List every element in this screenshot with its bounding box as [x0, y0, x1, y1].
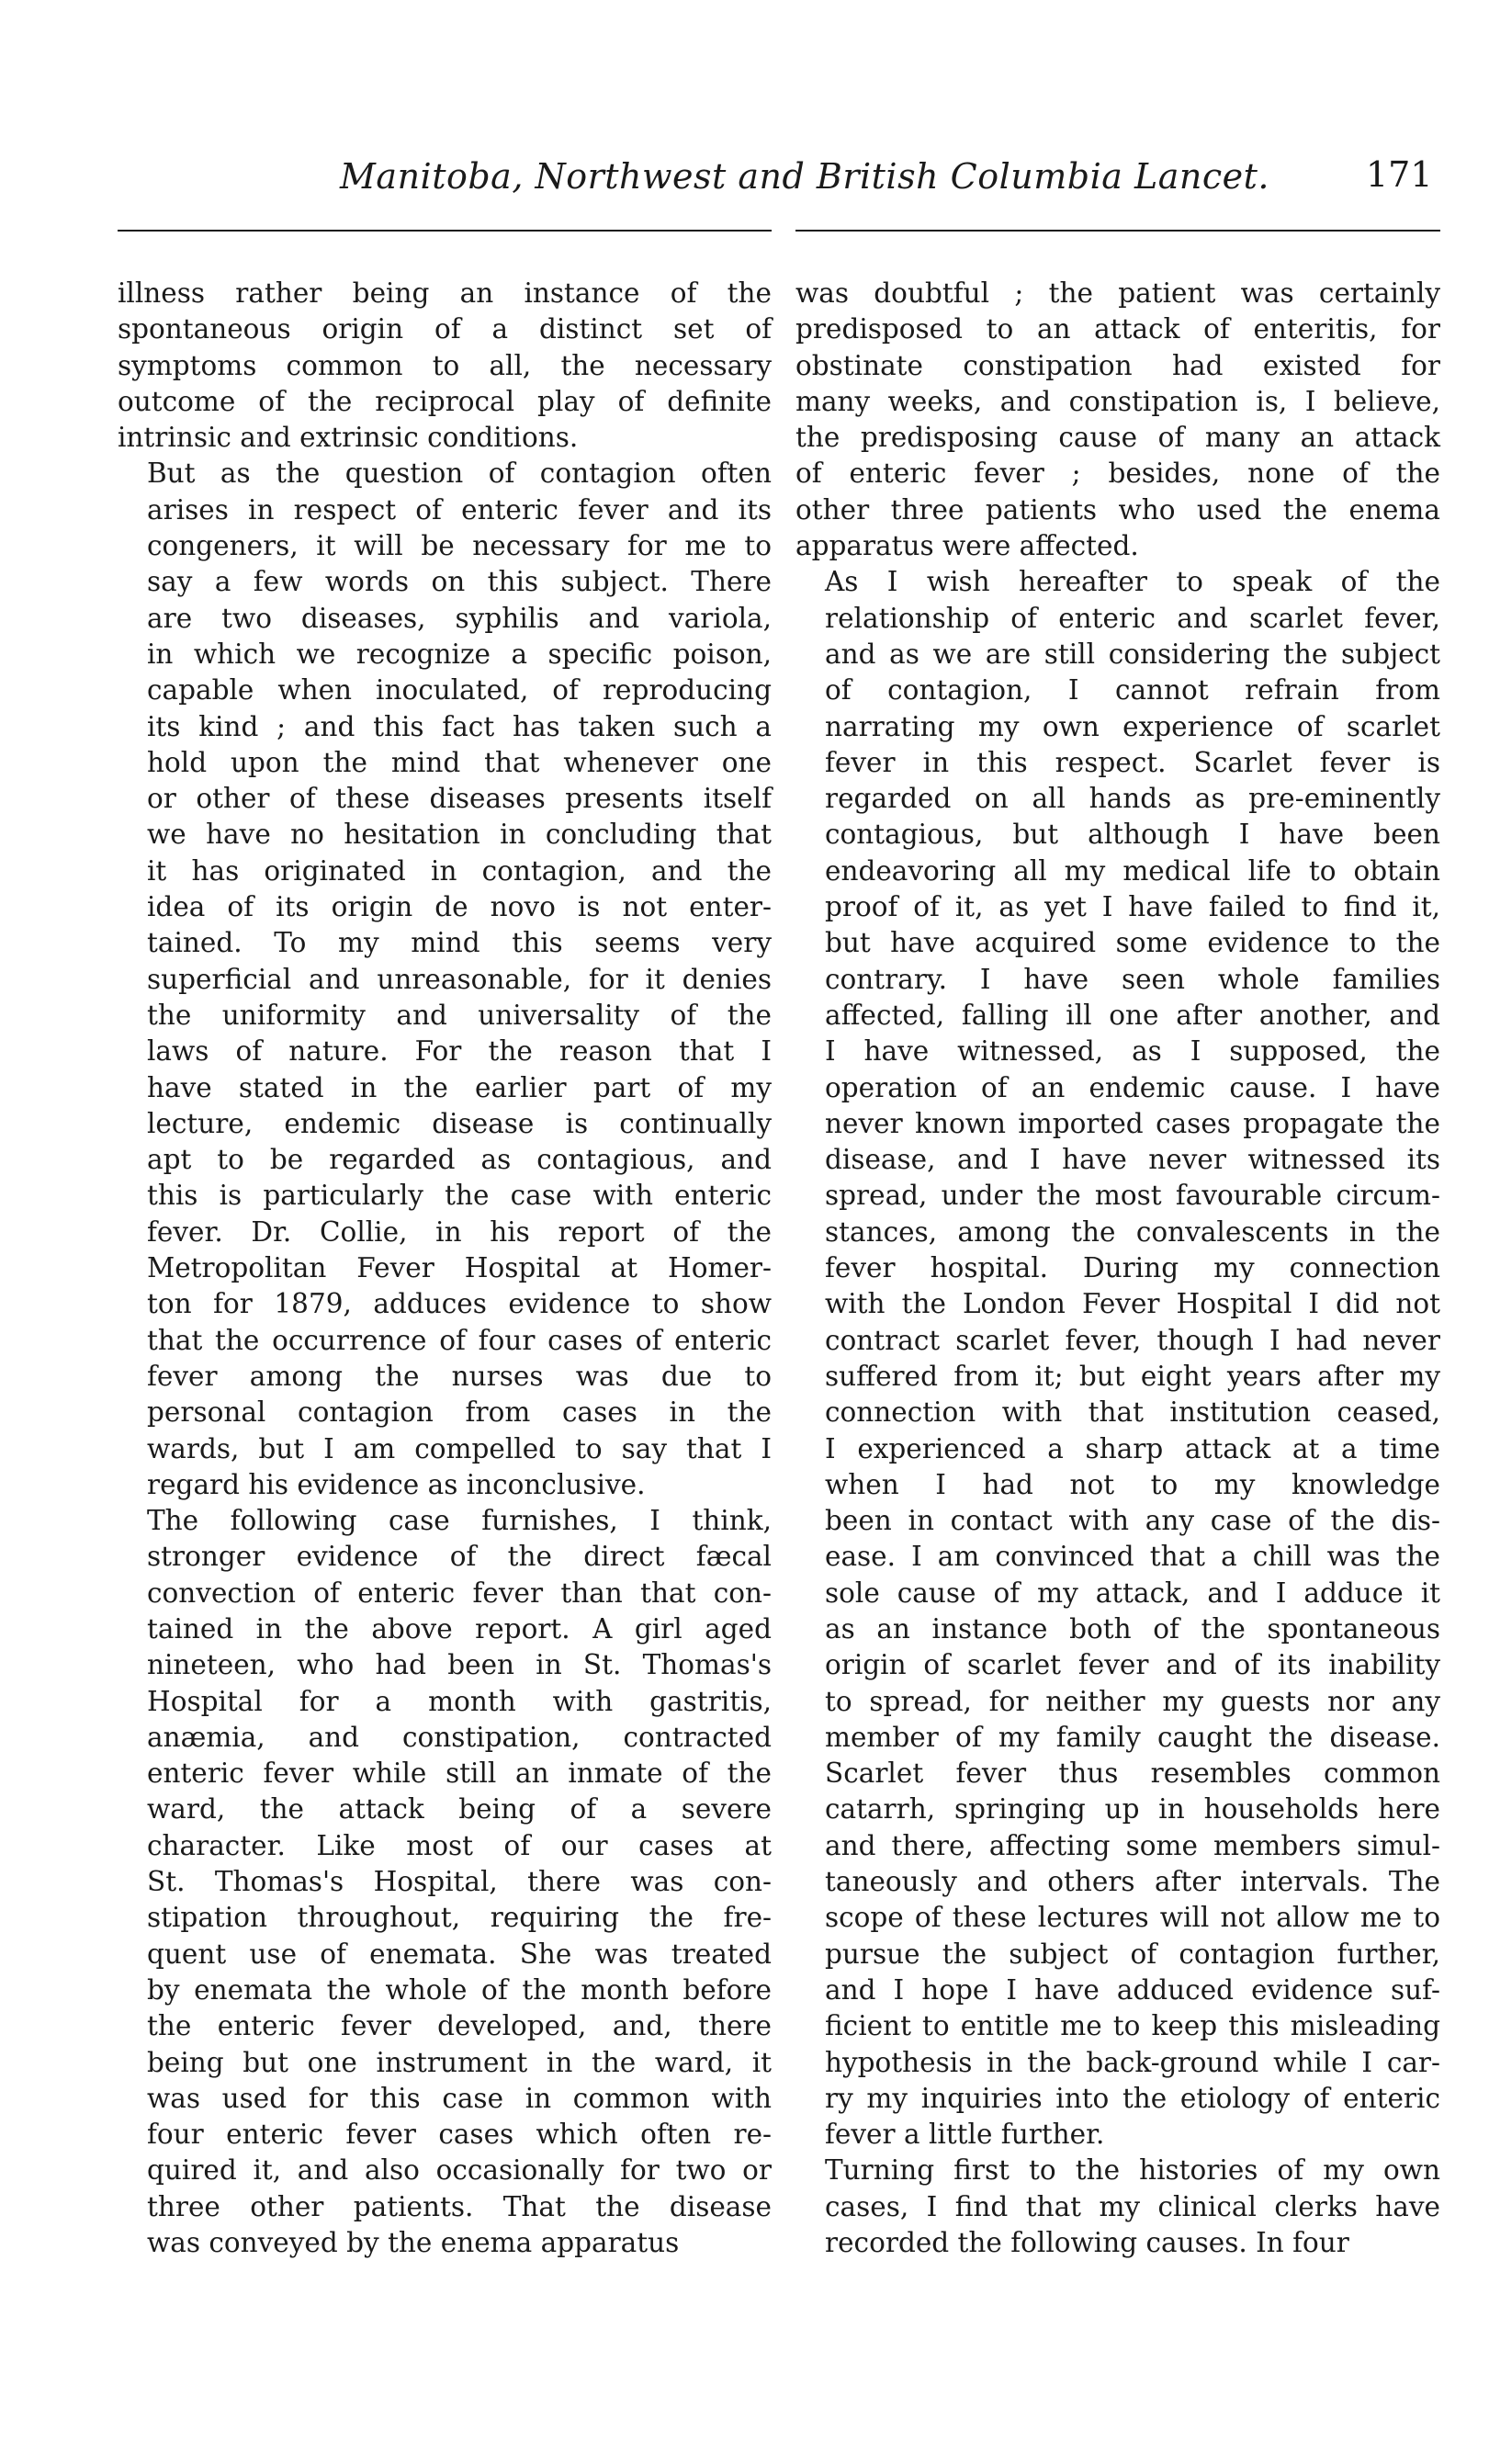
text-line: enteric fever while still an inmate of the [147, 1758, 772, 1790]
text-line: obstinate constipation had existed for [795, 349, 1440, 381]
text-line: three other patients. That the disease [147, 2190, 772, 2222]
text-line: convection of enteric fever than that con- [147, 1577, 772, 1609]
text-line: the uniformity and universality of the [147, 999, 772, 1031]
text-line: this is particularly the case with enteric [147, 1180, 772, 1212]
text-line: we have no hesitation in concluding that [147, 819, 772, 851]
paragraph [795, 564, 1440, 2153]
text-line: personal contagion from cases in the [147, 1396, 772, 1429]
text-line: idea of its origin de novo is not enter- [147, 891, 772, 923]
left-text-column [118, 276, 772, 2261]
text-line: fever. Dr. Collie, in his report of the [147, 1215, 772, 1248]
header-rule-right [795, 230, 1440, 232]
text-line: ton for 1879, adduces evidence to show [147, 1288, 772, 1320]
text-line: ry my inquiries into the etiology of enteric [825, 2082, 1440, 2114]
text-line: the enteric fever developed, and, there [147, 2010, 772, 2042]
text-line: fever hospital. During my connection [825, 1252, 1440, 1284]
text-line: anæmia, and constipation, contracted [147, 1721, 772, 1753]
text-line: relationship of enteric and scarlet fever, [825, 602, 1440, 634]
text-line: ease. I am convinced that a chill was the [825, 1541, 1440, 1573]
text-line: contrary. I have seen whole families [825, 963, 1440, 995]
text-line: narrating my own experience of scarlet [825, 710, 1440, 742]
page-number: 171 [1366, 154, 1433, 195]
text-line: The following case furnishes, I think, [147, 1505, 772, 1537]
paragraph [118, 1503, 772, 2261]
text-line: quent use of enemata. She was treated [147, 1938, 772, 1970]
paragraph [795, 276, 1440, 564]
text-line: fever in this respect. Scarlet fever is [825, 746, 1440, 778]
text-line: as an instance both of the spontaneous [825, 1612, 1440, 1645]
text-line: other three patients who used the enema [795, 493, 1440, 526]
text-line: stances, among the convalescents in the [825, 1215, 1440, 1248]
right-text-column [795, 276, 1440, 2261]
text-line: its kind ; and this fact has taken such a [147, 710, 772, 742]
text-line: lecture, endemic disease is continually [147, 1107, 772, 1139]
text-line: the predisposing cause of many an attack [795, 422, 1440, 454]
text-line: wards, but I am compelled to say that I [147, 1432, 772, 1464]
text-line: ficient to entitle me to keep this misleading [825, 2010, 1440, 2042]
text-line: was conveyed by the enema apparatus [147, 2227, 680, 2259]
text-line: suffered from it; but eight years after my [825, 1360, 1440, 1392]
text-line: laws of nature. For the reason that I [147, 1035, 772, 1068]
text-line: sole cause of my attack, and I adduce it [825, 1577, 1440, 1609]
text-line: stipation throughout, requiring the fre- [147, 1902, 772, 1934]
text-line: say a few words on this subject. There [147, 566, 772, 598]
text-line: catarrh, springing up in households here [825, 1793, 1440, 1825]
text-line: by enemata the whole of the month before [147, 1973, 772, 2006]
text-line: Metropolitan Fever Hospital at Homer- [147, 1252, 772, 1284]
text-line: nineteen, who had been in St. Thomas's [147, 1649, 772, 1681]
text-line: cases, I find that my clinical clerks have [825, 2190, 1440, 2222]
text-line: contagious, but although I have been [825, 819, 1440, 851]
text-line: in which we recognize a specific poison, [147, 638, 772, 670]
text-line: four enteric fever cases which often re- [147, 2119, 772, 2151]
text-line: symptoms common to all, the necessary [118, 349, 772, 381]
text-line: disease, and I have never witnessed its [825, 1144, 1440, 1176]
text-line: congeners, it will be necessary for me to [147, 530, 772, 562]
text-line: endeavoring all my medical life to obtain [825, 854, 1440, 887]
text-line: hold upon the mind that whenever one [147, 746, 772, 778]
text-line: never known imported cases propagate the [825, 1107, 1440, 1139]
text-line: character. Like most of our cases at [147, 1829, 772, 1861]
text-line: superficial and unreasonable, for it denies [147, 963, 772, 995]
text-line: and I hope I have adduced evidence suf- [825, 1973, 1440, 2006]
text-line: capable when inoculated, of reproducing [147, 674, 772, 706]
text-line: predisposed to an attack of enteritis, for [795, 313, 1440, 345]
text-line: scope of these lectures will not allow me to [825, 1902, 1440, 1934]
text-line: origin of scarlet fever and of its inability [825, 1649, 1440, 1681]
text-line: and as we are still considering the subject [825, 638, 1440, 670]
text-line: are two diseases, syphilis and variola, [147, 602, 772, 634]
text-line: connection with that institution ceased, [825, 1396, 1440, 1429]
text-line: St. Thomas's Hospital, there was con- [147, 1866, 772, 1898]
text-line: I have witnessed, as I supposed, the [825, 1035, 1440, 1068]
text-line: spread, under the most favourable circum- [825, 1180, 1440, 1212]
text-line: But as the question of contagion often [147, 458, 772, 490]
paragraph [795, 2153, 1440, 2261]
text-line: stronger evidence of the direct fæcal [147, 1541, 772, 1573]
text-line: pursue the subject of contagion further, [825, 1938, 1440, 1970]
text-line: with the London Fever Hospital I did not [825, 1288, 1440, 1320]
text-line: that the occurrence of four cases of enteric [147, 1324, 772, 1356]
text-line: Scarlet fever thus resembles common [825, 1758, 1440, 1790]
running-head-title: Manitoba, Northwest and British Columbia Lancet. [340, 156, 1269, 197]
text-line: member of my family caught the disease. [825, 1721, 1440, 1753]
text-line: ward, the attack being of a severe [147, 1793, 772, 1825]
text-line: or other of these diseases presents itself [147, 783, 772, 815]
text-line: quired it, and also occasionally for two or [147, 2154, 772, 2187]
paragraph [118, 456, 772, 1503]
text-line: arises in respect of enteric fever and its [147, 493, 772, 526]
text-line: recorded the following causes. In four [825, 2227, 1349, 2259]
text-line: tained. To my mind this seems very [147, 927, 772, 959]
text-line: tained in the above report. A girl aged [147, 1612, 772, 1645]
text-line: fever among the nurses was due to [147, 1360, 772, 1392]
text-line: operation of an endemic cause. I have [825, 1071, 1440, 1103]
text-line: spontaneous origin of a distinct set of [118, 313, 772, 345]
text-line: Turning first to the histories of my own [825, 2154, 1440, 2187]
text-line: of contagion, I cannot refrain from [825, 674, 1440, 706]
text-line: regarded on all hands as pre-eminently [825, 783, 1440, 815]
text-line: apt to be regarded as contagious, and [147, 1144, 772, 1176]
text-line: but have acquired some evidence to the [825, 927, 1440, 959]
text-line: was doubtful ; the patient was certainly [795, 277, 1440, 309]
text-line: and there, affecting some members simul- [825, 1829, 1440, 1861]
text-line: being but one instrument in the ward, it [147, 2046, 772, 2078]
text-line: of enteric fever ; besides, none of the [795, 458, 1440, 490]
text-line: been in contact with any case of the dis- [825, 1505, 1440, 1537]
text-line: regard his evidence as inconclusive. [147, 1468, 646, 1500]
text-line: contract scarlet fever, though I had never [825, 1324, 1440, 1356]
text-line: taneously and others after intervals. The [825, 1866, 1440, 1898]
text-line: illness rather being an instance of the [118, 277, 772, 309]
text-line: to spread, for neither my guests nor any [825, 1685, 1440, 1717]
text-line: outcome of the reciprocal play of definite [118, 385, 772, 417]
text-line: intrinsic and extrinsic conditions. [118, 422, 579, 454]
text-line: many weeks, and constipation is, I believe, [795, 385, 1440, 417]
text-line: when I had not to my knowledge [825, 1468, 1440, 1500]
text-line: fever a little further. [825, 2119, 1105, 2151]
text-line: it has originated in contagion, and the [147, 854, 772, 887]
text-line: Hospital for a month with gastritis, [147, 1685, 772, 1717]
text-line: I experienced a sharp attack at a time [825, 1432, 1440, 1464]
paragraph [118, 276, 772, 456]
text-line: affected, falling ill one after another, and [825, 999, 1440, 1031]
text-line: proof of it, as yet I have failed to find it, [825, 891, 1440, 923]
text-line: hypothesis in the back-ground while I car- [825, 2046, 1440, 2078]
text-line: As I wish hereafter to speak of the [825, 566, 1440, 598]
text-line: have stated in the earlier part of my [147, 1071, 772, 1103]
text-line: was used for this case in common with [147, 2082, 772, 2114]
text-line: apparatus were affected. [795, 530, 1139, 562]
header-rule-left [118, 230, 772, 232]
